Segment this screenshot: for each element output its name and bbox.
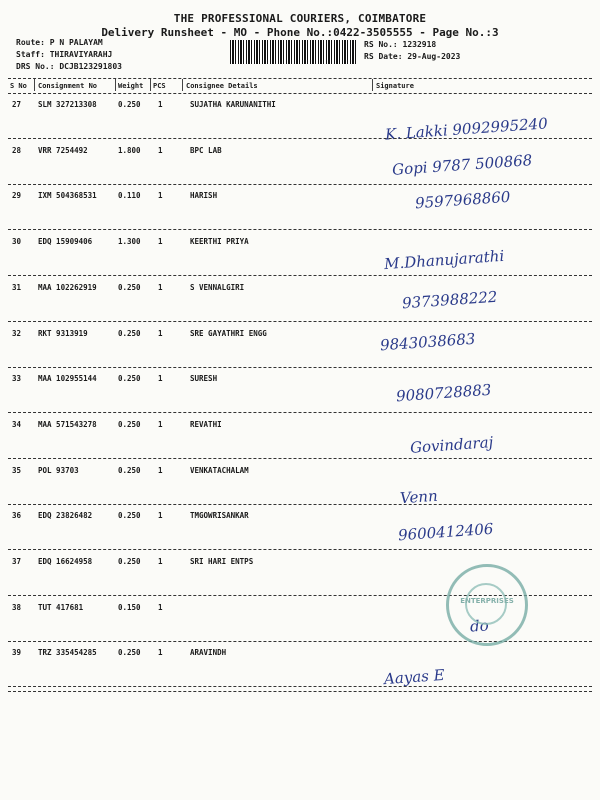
- row-consignee: SUJATHA KARUNANITHI: [190, 100, 276, 109]
- row-weight: 0.250: [118, 511, 141, 520]
- row-consignment-no: TUT 417681: [38, 603, 84, 612]
- row-weight: 0.250: [118, 283, 141, 292]
- col-weight: Weight: [118, 82, 144, 90]
- row-consignment-no: EDQ 16624958: [38, 557, 93, 566]
- row-signature: 9597968860: [414, 187, 511, 213]
- row-sno: 34: [12, 420, 22, 429]
- row-consignee: S VENNALGIRI: [190, 283, 245, 292]
- row-signature: do: [469, 616, 490, 636]
- col-divider: [115, 79, 116, 91]
- footer-rule: [8, 691, 592, 692]
- row-signature: Govindaraj: [409, 433, 494, 457]
- row-weight: 0.250: [118, 557, 141, 566]
- row-consignee: KEERTHI PRIYA: [190, 237, 249, 246]
- row-consignment-no: TRZ 335454285: [38, 648, 97, 657]
- row-signature: 9080728883: [395, 380, 492, 406]
- row-sno: 31: [12, 283, 22, 292]
- runsheet-title: Delivery Runsheet - MO - Phone No.:0422-3505555 - Page No.:3: [101, 26, 499, 39]
- staff-label: Staff: THIRAVIYARAHJ: [16, 50, 113, 59]
- row-pcs: 1: [158, 283, 163, 292]
- company-stamp: [446, 564, 528, 646]
- row-weight: 1.300: [118, 237, 141, 246]
- row-signature: K. Lakki 9092995240: [384, 114, 549, 144]
- col-signature: Signature: [376, 82, 414, 90]
- col-divider: [34, 79, 35, 91]
- rs-number: RS No.: 1232918: [364, 40, 437, 49]
- row-consignment-no: POL 93703: [38, 466, 79, 475]
- col-divider: [150, 79, 151, 91]
- row-consignee: BPC LAB: [190, 146, 222, 155]
- row-pcs: 1: [158, 237, 163, 246]
- barcode: [230, 40, 356, 64]
- row-pcs: 1: [158, 511, 163, 520]
- row-consignment-no: MAA 102262919: [38, 283, 97, 292]
- rs-date: RS Date: 29-Aug-2023: [364, 52, 461, 61]
- row-pcs: 1: [158, 466, 163, 475]
- row-consignee: REVATHI: [190, 420, 222, 429]
- row-signature: 9843038683: [379, 329, 476, 355]
- row-consignment-no: IXM 504368531: [38, 191, 97, 200]
- row-consignee: SRE GAYATHRI ENGG: [190, 329, 267, 338]
- row-weight: 1.800: [118, 146, 141, 155]
- row-separator: [8, 138, 592, 139]
- row-consignment-no: EDQ 23826482: [38, 511, 93, 520]
- row-separator: [8, 321, 592, 322]
- row-separator: [8, 549, 592, 550]
- row-weight: 0.250: [118, 100, 141, 109]
- row-separator: [8, 184, 592, 185]
- row-signature: 9600412406: [397, 519, 494, 545]
- row-weight: 0.250: [118, 648, 141, 657]
- row-weight: 0.250: [118, 466, 141, 475]
- row-consignment-no: MAA 571543278: [38, 420, 97, 429]
- header-top-rule: [8, 78, 592, 79]
- row-consignee: SURESH: [190, 374, 218, 383]
- row-consignment-no: SLM 327213308: [38, 100, 97, 109]
- row-sno: 36: [12, 511, 22, 520]
- row-pcs: 1: [158, 329, 163, 338]
- col-divider: [182, 79, 183, 91]
- row-sno: 32: [12, 329, 22, 338]
- row-signature: Gopi 9787 500868: [391, 151, 533, 179]
- row-pcs: 1: [158, 603, 163, 612]
- row-sno: 29: [12, 191, 22, 200]
- row-weight: 0.250: [118, 329, 141, 338]
- row-weight: 0.250: [118, 420, 141, 429]
- col-sno: S No: [10, 82, 27, 90]
- row-pcs: 1: [158, 191, 163, 200]
- row-pcs: 1: [158, 100, 163, 109]
- company-title: THE PROFESSIONAL COURIERS, COIMBATORE: [173, 12, 427, 25]
- drs-number: DRS No.: DCJB123291803: [16, 62, 122, 71]
- row-separator: [8, 367, 592, 368]
- row-separator: [8, 229, 592, 230]
- row-sno: 38: [12, 603, 22, 612]
- row-consignment-no: RKT 9313919: [38, 329, 88, 338]
- row-consignee: TMGOWRISANKAR: [190, 511, 249, 520]
- row-separator: [8, 275, 592, 276]
- row-separator: [8, 686, 592, 687]
- row-sno: 39: [12, 648, 22, 657]
- row-pcs: 1: [158, 146, 163, 155]
- row-sno: 28: [12, 146, 22, 155]
- row-weight: 0.250: [118, 374, 141, 383]
- row-sno: 37: [12, 557, 22, 566]
- row-consignee: VENKATACHALAM: [190, 466, 249, 475]
- row-pcs: 1: [158, 648, 163, 657]
- row-weight: 0.110: [118, 191, 141, 200]
- row-pcs: 1: [158, 420, 163, 429]
- row-pcs: 1: [158, 374, 163, 383]
- row-separator: [8, 412, 592, 413]
- row-sno: 33: [12, 374, 22, 383]
- row-pcs: 1: [158, 557, 163, 566]
- col-divider: [372, 79, 373, 91]
- row-sno: 35: [12, 466, 22, 475]
- row-weight: 0.150: [118, 603, 141, 612]
- row-sno: 30: [12, 237, 22, 246]
- row-consignee: ARAVINDH: [190, 648, 227, 657]
- col-consignment: Consignment No: [38, 82, 98, 90]
- row-consignment-no: EDQ 15909406: [38, 237, 93, 246]
- row-consignment-no: VRR 7254492: [38, 146, 88, 155]
- row-signature: 9373988222: [401, 287, 498, 313]
- row-signature: Aayas E: [383, 665, 446, 689]
- col-pcs: PCS: [153, 82, 166, 90]
- row-consignment-no: MAA 102955144: [38, 374, 97, 383]
- header-bottom-rule: [8, 93, 592, 94]
- row-sno: 27: [12, 100, 22, 109]
- col-consignee: Consignee Details: [186, 82, 258, 90]
- row-signature: M.Dhanujarathi: [383, 246, 505, 274]
- row-signature: Venn: [399, 486, 439, 508]
- row-separator: [8, 504, 592, 505]
- row-consignee: HARISH: [190, 191, 218, 200]
- stamp-text: ENTERPRISES: [460, 597, 514, 605]
- route-label: Route: P N PALAYAM: [16, 38, 103, 47]
- row-separator: [8, 458, 592, 459]
- row-consignee: SRI HARI ENTPS: [190, 557, 254, 566]
